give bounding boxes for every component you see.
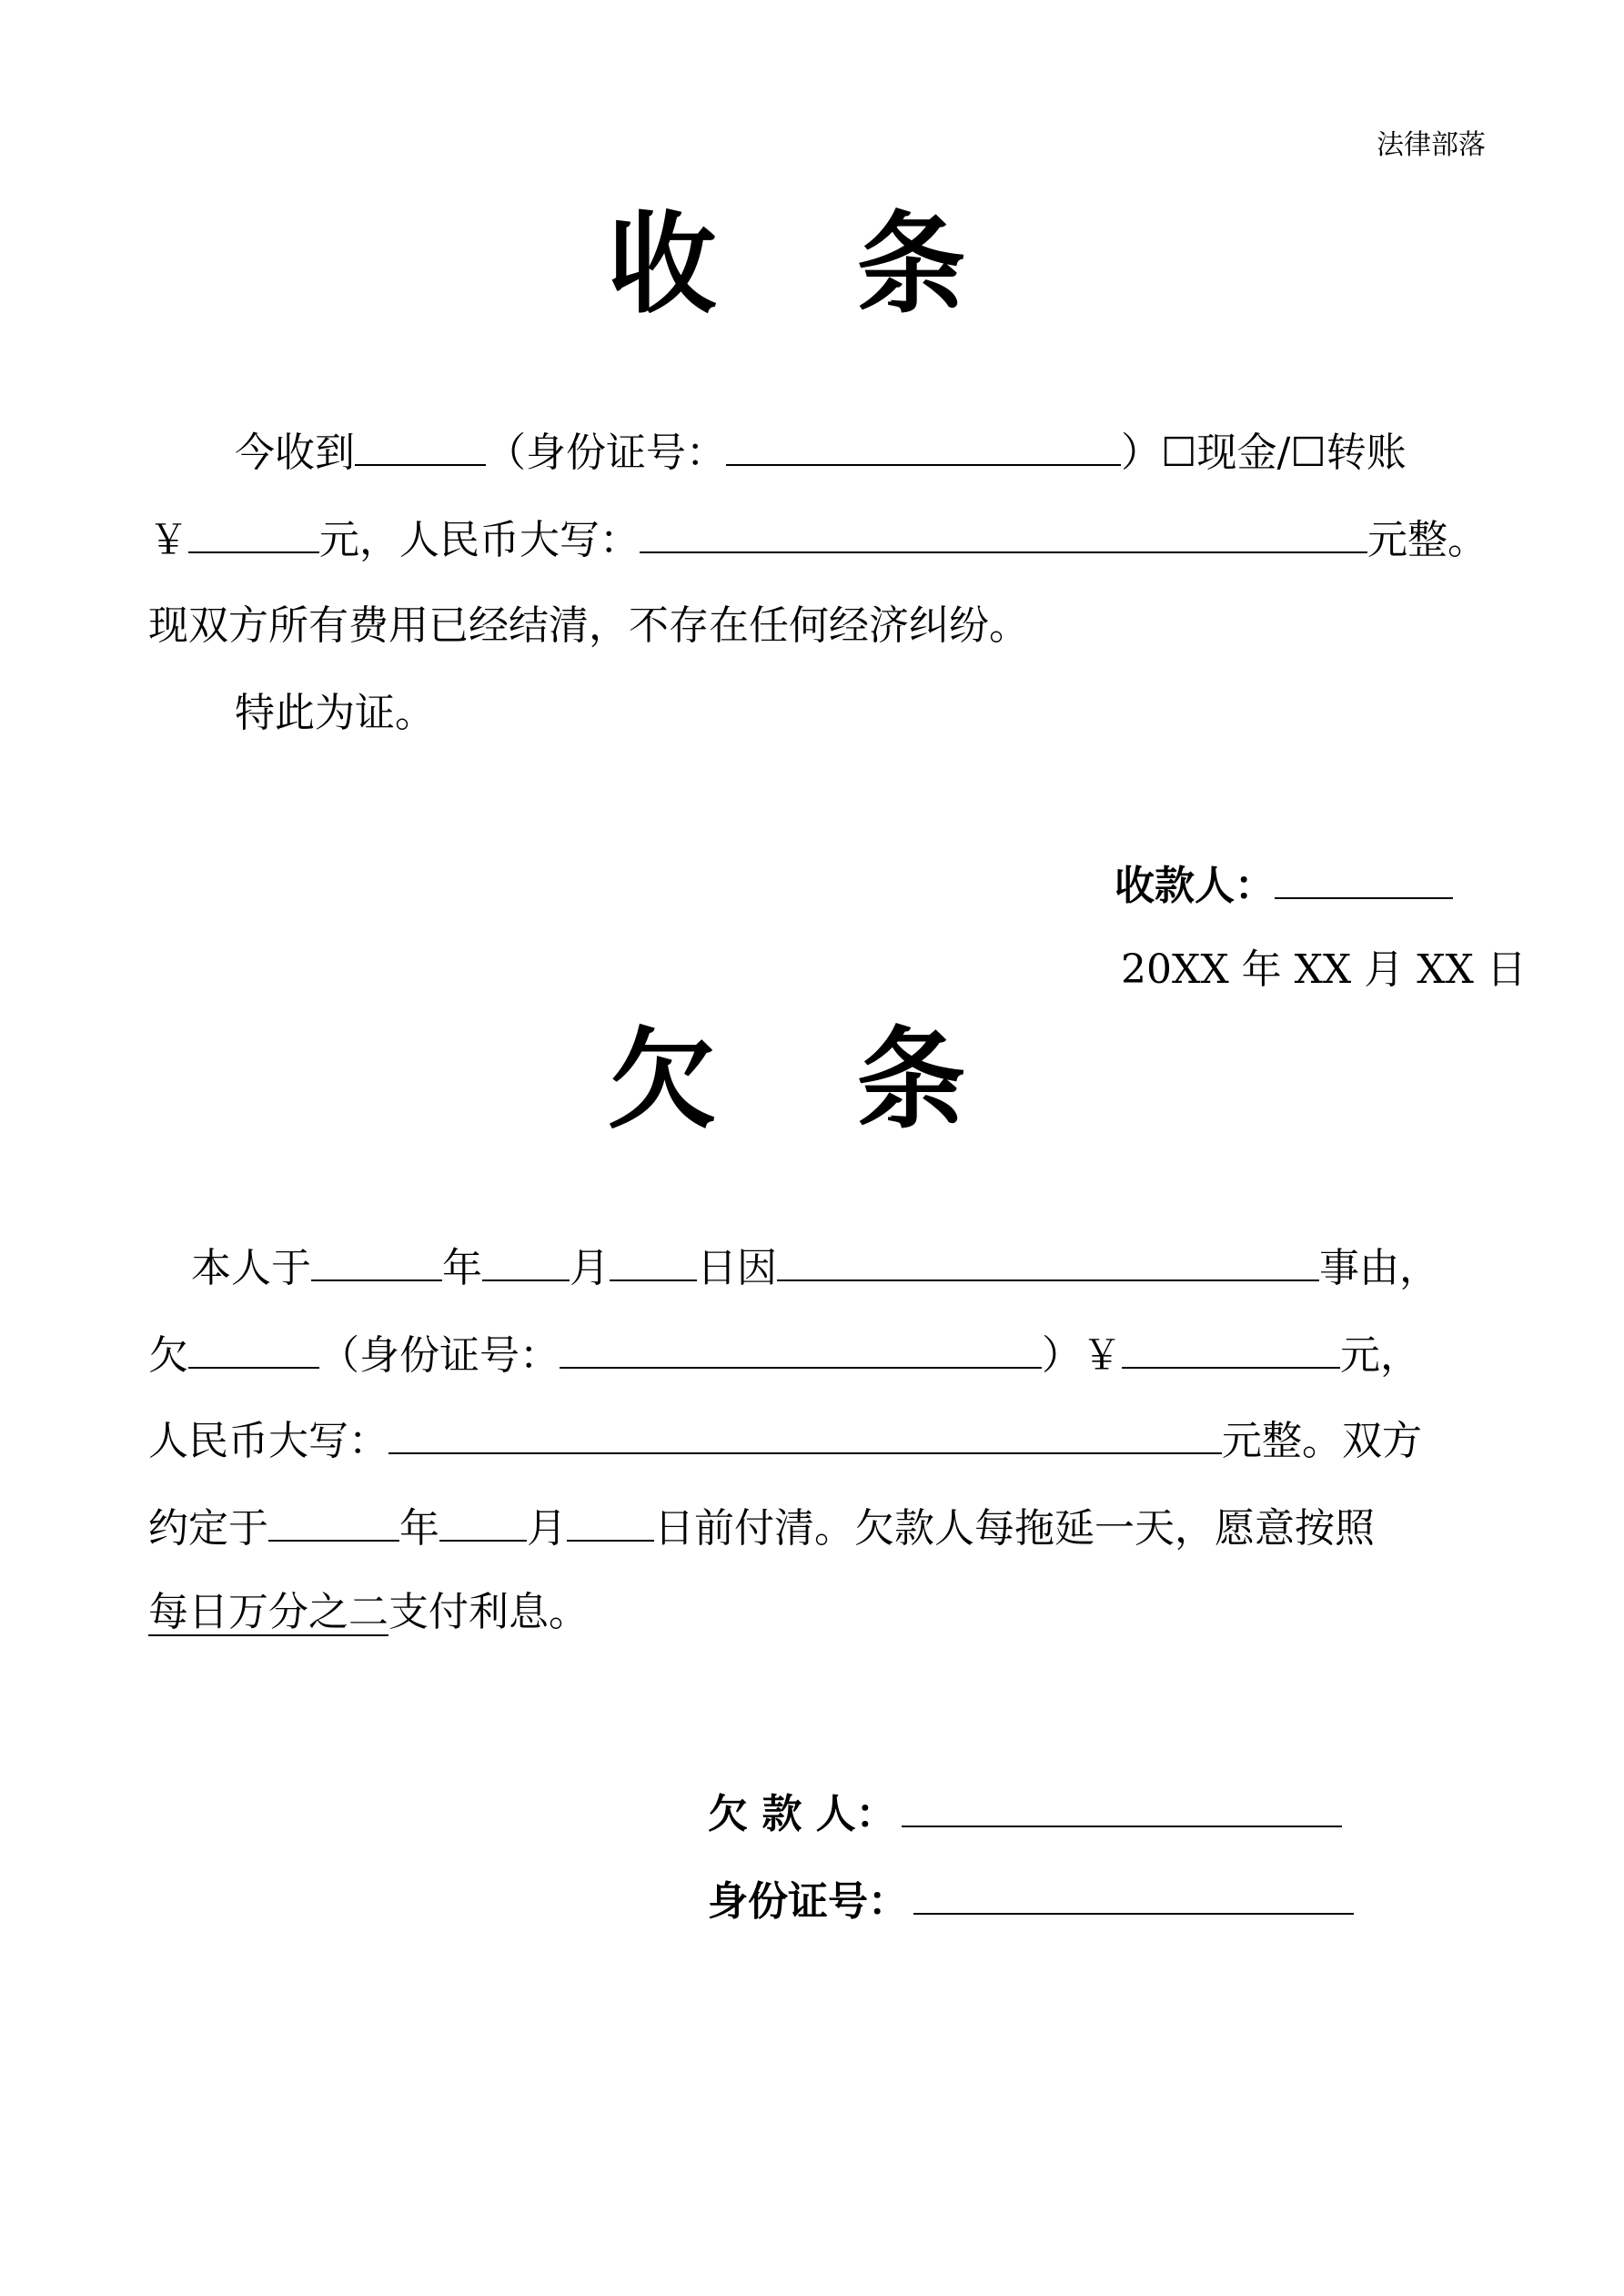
debtor-id-label: 身份证号： [708, 1878, 908, 1925]
iou-line-2: 欠 （身份证号： ）￥ 元， [148, 1332, 1420, 1379]
header-note: 法律部落 [1377, 129, 1486, 161]
iou-line-1: 本人于 年 月 日因 事由， [191, 1245, 1439, 1291]
receipt-title: 收 条 [607, 202, 1017, 329]
iou-day-blank[interactable] [610, 1243, 697, 1281]
receiver-name-blank[interactable] [355, 428, 486, 466]
iou-year-blank[interactable] [311, 1243, 442, 1281]
payee-blank[interactable] [1275, 861, 1453, 899]
due-year-blank[interactable] [268, 1503, 399, 1542]
iou-reason-blank[interactable] [777, 1243, 1319, 1281]
receipt-line-4: 特此为证。 [235, 690, 435, 736]
debtor-id-blank[interactable] [913, 1876, 1354, 1915]
iou-line-4: 约定于 年 月 日前付清。欠款人每拖延一天，愿意按照 [148, 1505, 1375, 1552]
iou-line-3: 人民币大写： 元整。双方 [148, 1418, 1422, 1464]
amount-blank[interactable] [188, 515, 319, 553]
iou-title: 欠 条 [607, 1017, 1017, 1144]
payee-label: 收款人： [1115, 863, 1275, 909]
amount-words-blank[interactable] [640, 515, 1367, 553]
debtor-label: 欠 款 人： [708, 1791, 896, 1837]
debtor-signature [708, 1789, 1342, 1839]
debtor-id-signature [708, 1876, 1354, 1927]
iou-month-blank[interactable] [482, 1243, 570, 1281]
iou-amount-words-blank[interactable] [388, 1416, 1222, 1454]
receipt-line-2: ￥ 元，人民币大写： 元整。 [148, 517, 1488, 563]
receiver-id-blank[interactable] [726, 428, 1121, 466]
debtor-blank[interactable] [902, 1789, 1342, 1827]
receipt-line-1: 今收到 （身份证号： ）☐现金/☐转账 [235, 430, 1407, 476]
iou-line-5: 每日万分之二支付利息。 [148, 1589, 589, 1635]
due-month-blank[interactable] [439, 1503, 527, 1542]
creditor-name-blank[interactable] [188, 1330, 319, 1369]
interest-rate-text: 每日万分之二 [148, 1589, 388, 1635]
creditor-id-blank[interactable] [560, 1330, 1042, 1369]
due-day-blank[interactable] [567, 1503, 654, 1542]
receipt-date: 20XX 年 XX 月 XX 日 [1121, 946, 1527, 993]
receipt-line-3: 现双方所有费用已经结清，不存在任何经济纠纷。 [148, 602, 1029, 649]
iou-amount-blank[interactable] [1122, 1330, 1340, 1369]
payee-signature [1115, 861, 1453, 911]
